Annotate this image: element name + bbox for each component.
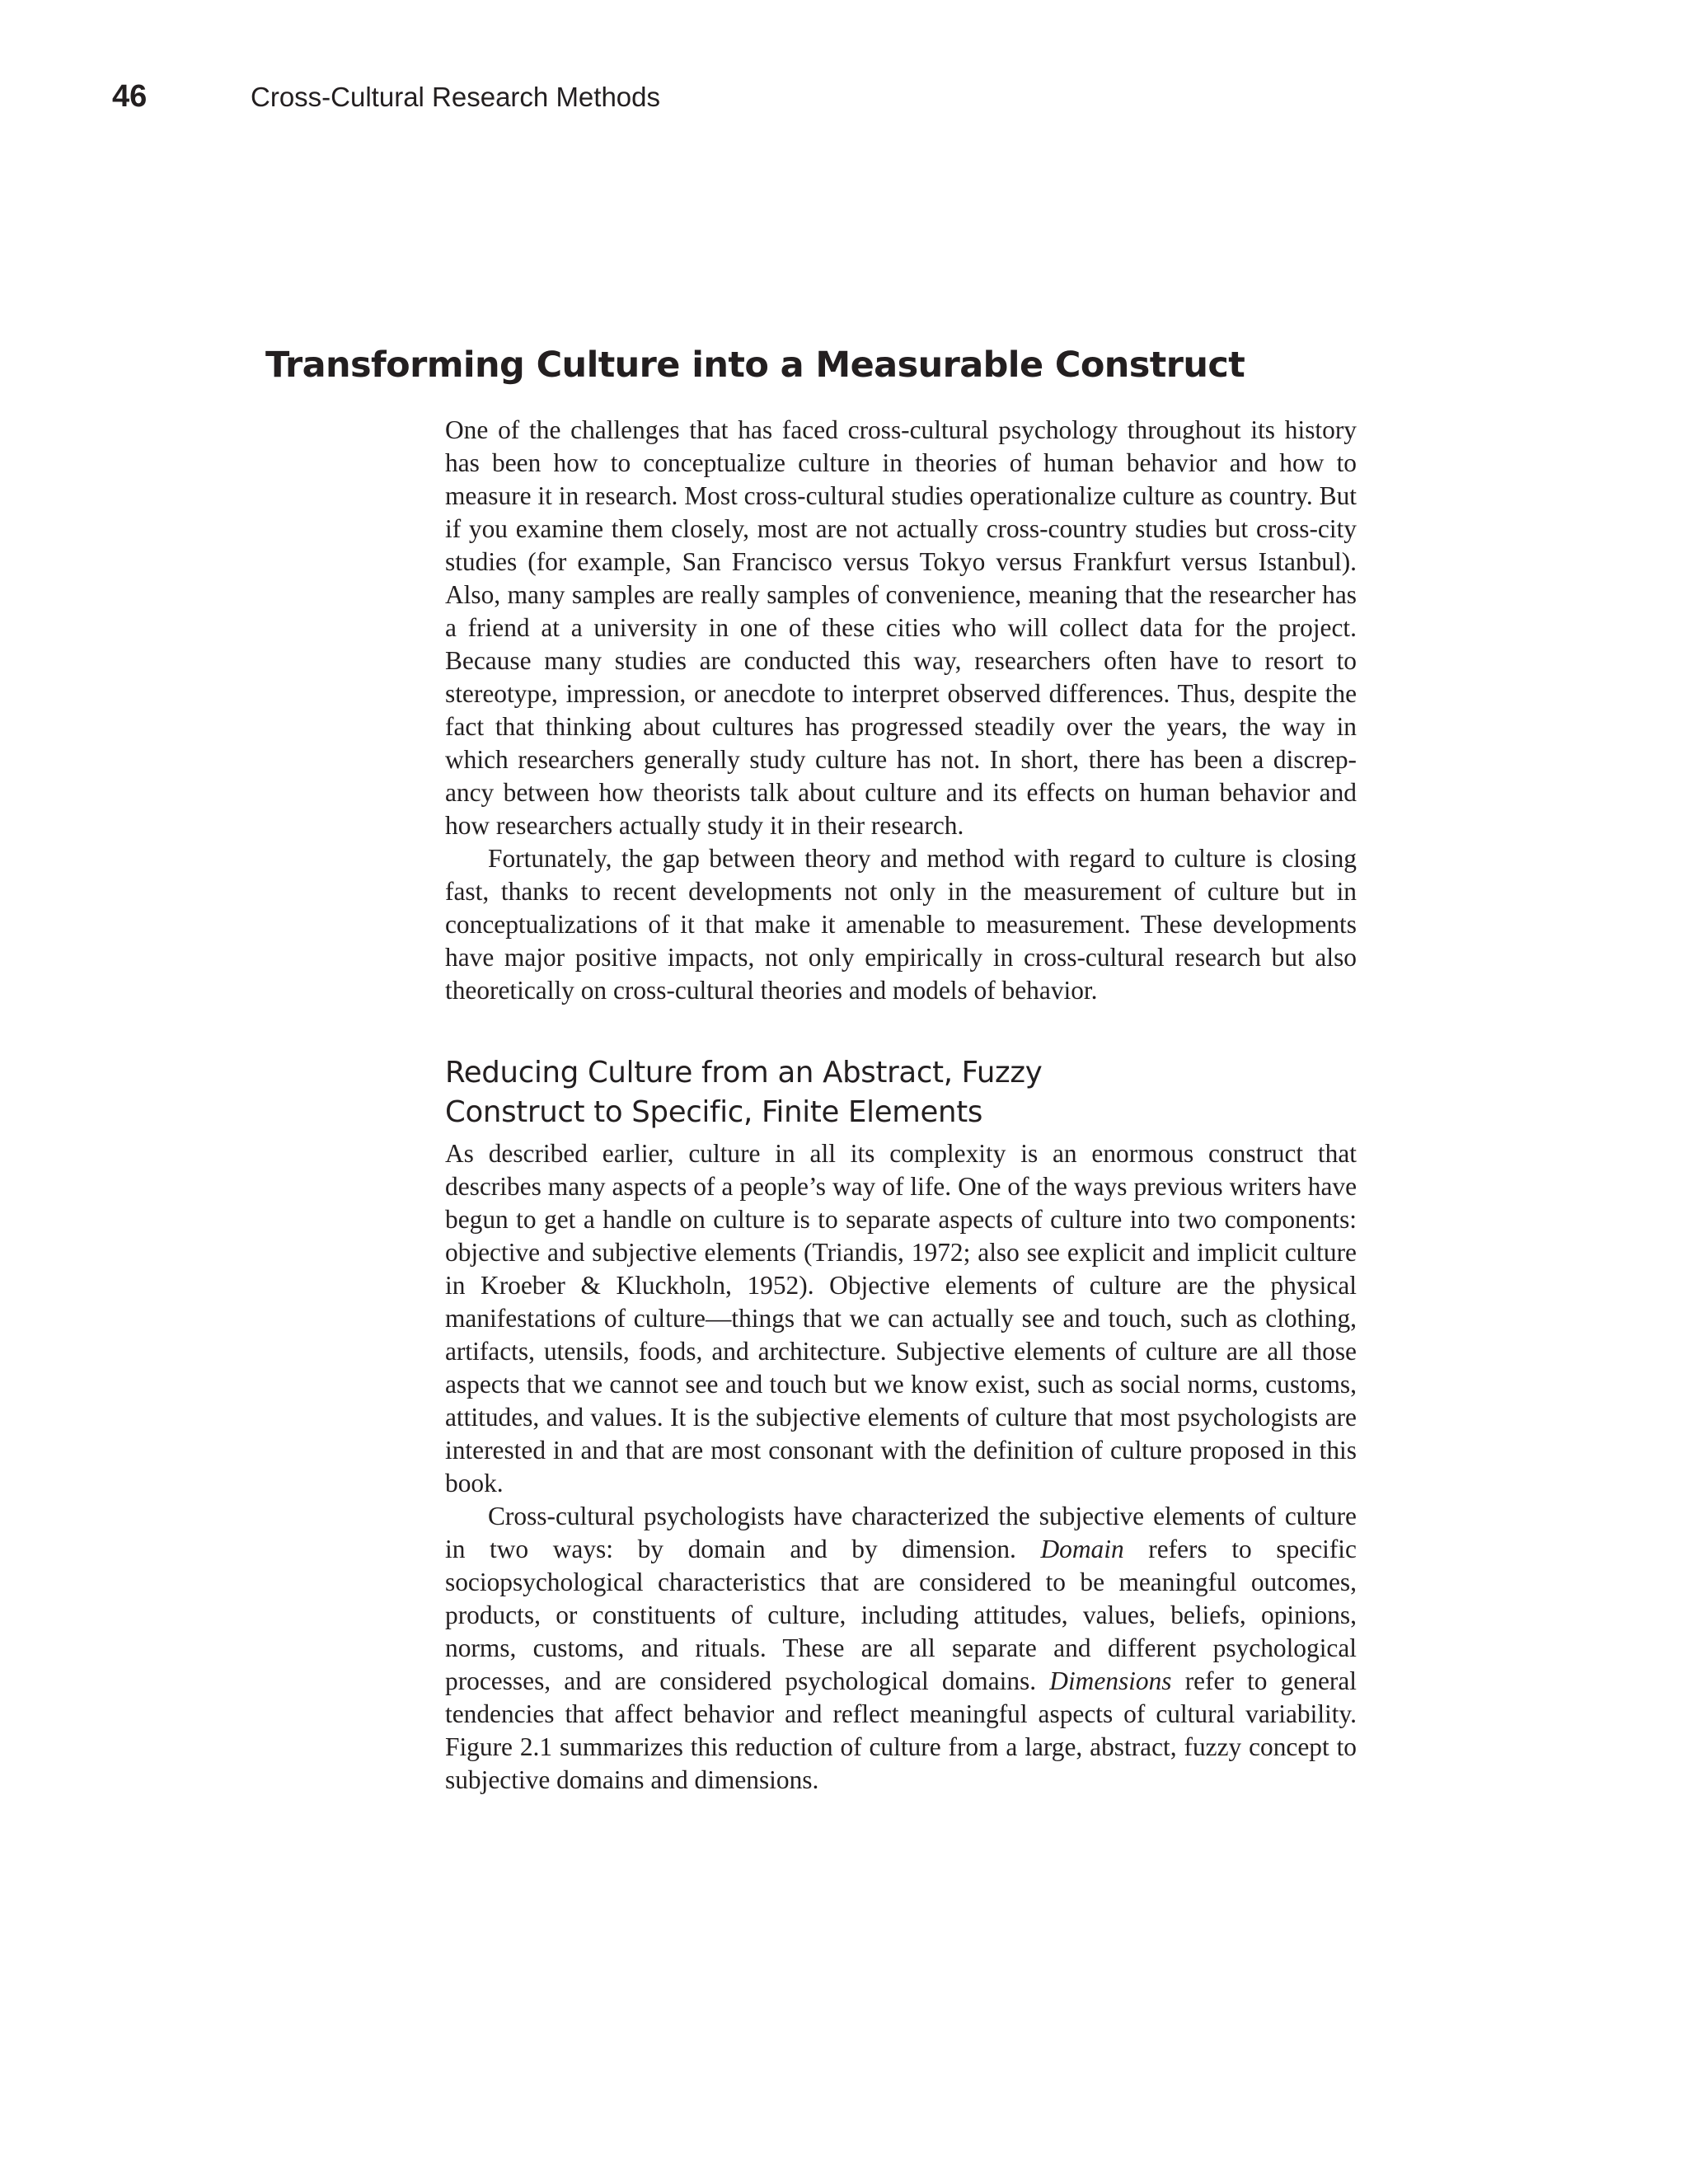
subsection-title-line: Reducing Culture from an Abstract, Fuzzy xyxy=(445,1056,1043,1090)
body-paragraph: As described earlier, culture in all its complexity is an enormous construct that describes many aspects of a people’s way of life. One of the ways previous writers have begun to get a handle on culture is to separate aspects of culture into two components: objective and subjective elements (Triandis, 1972; also see explicit and implicit culture in Kroeber & Kluckholn, 1952). Objective elements of culture are the physical manifestations of culture—things that we can actually see and touch, such as clothing, artifacts, utensils, foods, and architecture. Subjective elements of culture are all those aspects that we cannot see and touch but we know exist, such as social norms, customs, attitudes, and values. It is the subjective elements of culture that most psychologists are interested in and that are most consonant with the definition of culture proposed in this book. xyxy=(445,1139,1357,1497)
paragraph-text: refer to general tendencies that affect behavior and reflect meaningful aspects of cultural variability. Figure 2.1 summarizes this reduction of culture from a large, abstract, fuzzy concept to subjective domains and dimensions. xyxy=(445,1666,1357,1794)
subsection-title xyxy=(445,1053,1357,1132)
body-paragraph xyxy=(445,1500,1357,1797)
paragraph-text: Cross-cultural psychologists have characterized the subjective elements of culture in two ways: by domain and by dimension. xyxy=(445,1502,1357,1563)
term-domain: Domain xyxy=(1040,1535,1124,1563)
subsection-title-line: Construct to Specific, Finite Elements xyxy=(445,1095,983,1129)
body-paragraph: Fortunately, the gap between theory and method with regard to culture is closing fast, thanks to recent developments not only in the measurement of culture but in conceptualizations of it that make it amenable to measurement. These developments have major positive impacts, not only empirically in cross-cultural research but also theoretically on cross-cultural theories and models of behavior. xyxy=(445,844,1357,1005)
running-head-title: Cross-Cultural Research Methods xyxy=(251,82,661,112)
page-number: 46 xyxy=(112,79,148,114)
body-column xyxy=(445,414,1357,1797)
paragraph-text: refers to specific sociopsychological characteristics that are considered to be meaningful outcomes, products, or constituents of culture, including attitudes, values, beliefs, opinions, norms, customs, and rituals. These are all separate and different psychological processes, and are considered psychological domains. xyxy=(445,1535,1357,1695)
running-head xyxy=(112,79,660,122)
body-paragraph: One of the challenges that has faced cross-cultural psychology throughout its history has been how to conceptualize culture in theories of human behavior and how to measure it in research. Most cross-cultural studies operationalize culture as country. But if you examine them closely, most are not actually cross-country studies but cross-city studies (for example, San Francisco versus Tokyo versus Frankfurt versus Istanbul). Also, many samples are really samples of convenience, meaning that the researcher has a friend at a university in one of these cities who will collect data for the project. Because many studies are conducted this way, researchers often have to resort to stereotype, impression, or anecdote to interpret observed differences. Thus, despite the fact that thinking about cultures has progressed steadily over the years, the way in which researchers generally study culture has not. In short, there has been a discrepancy between how theorists talk about culture and its effects on human behavior and how researchers actually study it in their research. xyxy=(445,415,1357,840)
section-title: Transforming Culture into a Measurable Construct xyxy=(265,344,1245,386)
term-dimensions: Dimensions xyxy=(1049,1666,1172,1695)
